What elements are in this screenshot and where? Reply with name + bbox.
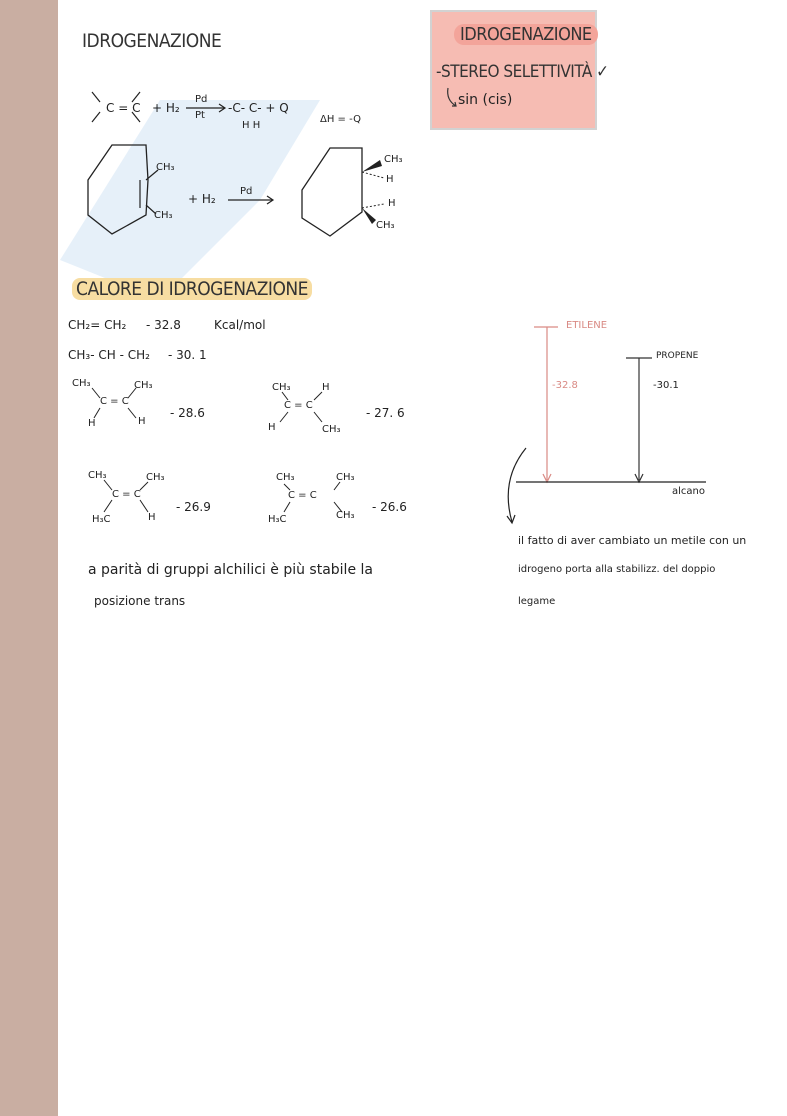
side-note-line1: il fatto di aver cambiato un metile con un	[518, 534, 747, 547]
trans-bl: H	[88, 418, 96, 429]
cis-c: C = C	[284, 400, 313, 411]
trans-value: - 28.6	[170, 406, 205, 420]
trans-tr: CH₃	[134, 380, 153, 391]
r1-catalyst-pt: Pt	[195, 110, 205, 121]
side-note-line2: idrogeno porta alla stabilizz. del doppio	[518, 564, 716, 575]
r1-catalyst-pd: Pd	[195, 94, 208, 105]
conclusion-line1: a parità di gruppi alchilici è più stabile la	[88, 562, 373, 578]
r2-ch3-a: CH₃	[156, 162, 175, 173]
cis-bl: H	[268, 422, 276, 433]
r1-product: -C- C- + Q	[228, 101, 289, 115]
trans-br: H	[138, 416, 146, 427]
ethene-formula: CH₂= CH₂	[68, 318, 127, 332]
unit-label: Kcal/mol	[214, 318, 266, 332]
r2-prod-h-a: H	[386, 174, 394, 185]
r2-prod-ch3-b: CH₃	[376, 220, 395, 231]
section-heading-heat: CALORE DI IDROGENAZIONE	[72, 278, 312, 300]
trimethyl-tr: CH₃	[146, 472, 165, 483]
diagram-propene-label: PROPENE	[656, 351, 699, 361]
tetramethyl-tl: CH₃	[276, 472, 295, 483]
note-line-syn: sin (cis)	[458, 92, 513, 108]
r2-ch3-b: CH₃	[154, 210, 173, 221]
trimethyl-bl: H₃C	[92, 514, 111, 525]
trans-tl: CH₃	[72, 378, 91, 389]
propene-value: - 30. 1	[168, 348, 207, 362]
diagram-ethene-label: ETILENE	[566, 320, 608, 331]
trimethyl-br: H	[148, 512, 156, 523]
trans-c: C = C	[100, 396, 129, 407]
tetramethyl-tr: CH₃	[336, 472, 355, 483]
r1-product-h: H H	[242, 120, 261, 131]
tetramethyl-bl: H₃C	[268, 514, 287, 525]
page-title: IDROGENAZIONE	[82, 30, 222, 52]
cis-tr: H	[322, 382, 330, 393]
r1-delta-h: ΔH = -Q	[320, 114, 361, 125]
note-line-stereo: -STEREO SELETTIVITÀ ✓	[436, 62, 609, 82]
diagram-propene-value: -30.1	[653, 380, 679, 391]
r2-catalyst: Pd	[240, 186, 253, 197]
side-note-line3: legame	[518, 596, 556, 607]
ethene-value: - 32.8	[146, 318, 181, 332]
cis-br: CH₃	[322, 424, 341, 435]
r2-prod-h-b: H	[388, 198, 396, 209]
propene-formula: CH₃- CH - CH₂	[68, 348, 150, 362]
r1-plus-h2: + H₂	[152, 101, 180, 115]
tetramethyl-br: CH₃	[336, 510, 355, 521]
r2-prod-ch3-a: CH₃	[384, 154, 403, 165]
cis-tl: CH₃	[272, 382, 291, 393]
note-title: IDROGENAZIONE	[454, 24, 598, 45]
trimethyl-tl: CH₃	[88, 470, 107, 481]
r2-plus-h2: + H₂	[188, 192, 216, 206]
conclusion-line2: posizione trans	[94, 594, 186, 608]
tetramethyl-c: C = C	[288, 490, 317, 501]
diagram-alkane-label: alcano	[672, 486, 705, 497]
trimethyl-value: - 26.9	[176, 500, 211, 514]
diagram-ethene-value: -32.8	[552, 380, 578, 391]
tetramethyl-value: - 26.6	[372, 500, 407, 514]
cis-value: - 27. 6	[366, 406, 405, 420]
trimethyl-c: C = C	[112, 489, 141, 500]
r1-alkene: C = C	[106, 101, 141, 115]
